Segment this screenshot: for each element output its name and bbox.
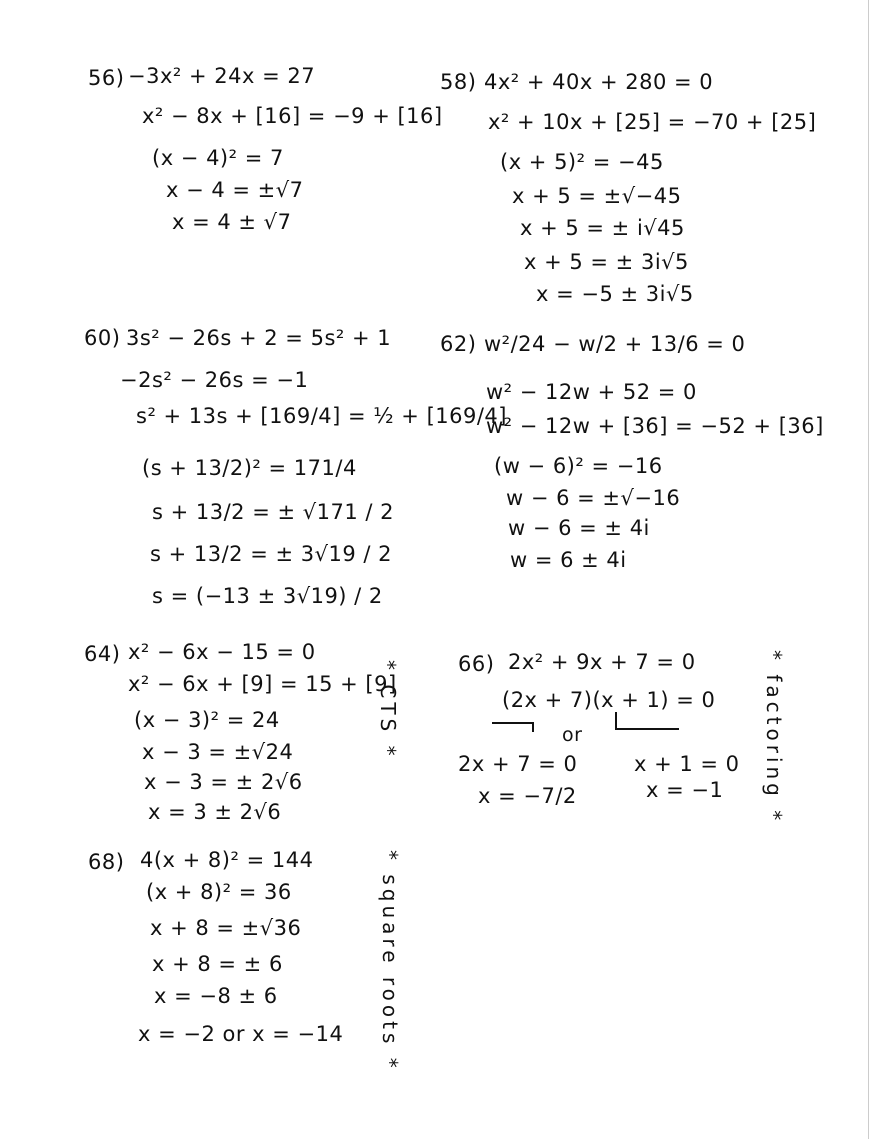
math-line: (x + 5)² = −45: [500, 150, 664, 174]
or-text: or: [562, 724, 583, 746]
math-line: w² − 12w + 52 = 0: [486, 380, 697, 404]
math-line: s² + 13s + [169/4] = ½ + [169/4]: [136, 404, 507, 428]
math-line: 4(x + 8)² = 144: [140, 848, 314, 872]
math-line: w²/24 − w/2 + 13/6 = 0: [484, 332, 746, 356]
problem-number: 60): [84, 326, 121, 350]
math-line: x² − 8x + [16] = −9 + [16]: [142, 104, 443, 128]
scan-edge-right: [868, 0, 869, 1139]
math-line: x = −2 or x = −14: [138, 1022, 344, 1046]
problem-number: 62): [440, 332, 477, 356]
math-line: (s + 13/2)² = 171/4: [142, 456, 357, 480]
math-line: (w − 6)² = −16: [494, 454, 663, 478]
arrow-left: [492, 722, 534, 732]
math-line: x + 5 = ±√−45: [512, 184, 682, 208]
problem-number: 66): [458, 652, 495, 676]
problem-number: 56): [88, 66, 125, 90]
math-line: 2x² + 9x + 7 = 0: [508, 650, 696, 674]
side-label-square-roots: * square roots *: [378, 850, 402, 1072]
math-line: x² + 10x + [25] = −70 + [25]: [488, 110, 817, 134]
math-line: 2x + 7 = 0: [458, 752, 578, 776]
math-line: x + 8 = ±√36: [150, 916, 302, 940]
math-line: −2s² − 26s = −1: [120, 368, 309, 392]
math-line: (2x + 7)(x + 1) = 0: [502, 688, 716, 712]
math-line: x + 1 = 0: [634, 752, 740, 776]
problem-number: 64): [84, 642, 121, 666]
math-line: x + 5 = ± 3i√5: [524, 250, 689, 274]
math-line: −3x² + 24x = 27: [128, 64, 316, 88]
math-line: x = 3 ± 2√6: [148, 800, 282, 824]
math-line: x + 5 = ± i√45: [520, 216, 685, 240]
math-line: 3s² − 26s + 2 = 5s² + 1: [126, 326, 392, 350]
math-line: w − 6 = ±√−16: [506, 486, 681, 510]
math-line: x = −8 ± 6: [154, 984, 278, 1008]
arrow-right: [615, 712, 679, 730]
math-line: x − 3 = ±√24: [142, 740, 294, 764]
math-line: s + 13/2 = ± 3√19 / 2: [150, 542, 393, 566]
math-line: x² − 6x − 15 = 0: [128, 640, 316, 664]
problem-number: 68): [88, 850, 125, 874]
math-line: w² − 12w + [36] = −52 + [36]: [486, 414, 824, 438]
math-line: (x + 8)² = 36: [146, 880, 292, 904]
math-line: s = (−13 ± 3√19) / 2: [152, 584, 383, 608]
math-line: w − 6 = ± 4i: [508, 516, 650, 540]
math-line: (x − 4)² = 7: [152, 146, 284, 170]
math-line: w = 6 ± 4i: [510, 548, 627, 572]
math-line: x = −7/2: [478, 784, 577, 808]
math-line: s + 13/2 = ± √171 / 2: [152, 500, 395, 524]
problem-number: 58): [440, 70, 477, 94]
math-line: x − 4 = ±√7: [166, 178, 304, 202]
math-line: x = −5 ± 3i√5: [536, 282, 694, 306]
side-label-cts: * CTS *: [376, 660, 400, 760]
math-line: x² − 6x + [9] = 15 + [9]: [128, 672, 397, 696]
math-line: x = 4 ± √7: [172, 210, 292, 234]
math-line: x + 8 = ± 6: [152, 952, 283, 976]
math-line: x = −1: [646, 778, 724, 802]
math-line: (x − 3)² = 24: [134, 708, 280, 732]
side-label-factoring: * factoring *: [762, 650, 786, 825]
math-line: 4x² + 40x + 280 = 0: [484, 70, 714, 94]
math-line: x − 3 = ± 2√6: [144, 770, 303, 794]
